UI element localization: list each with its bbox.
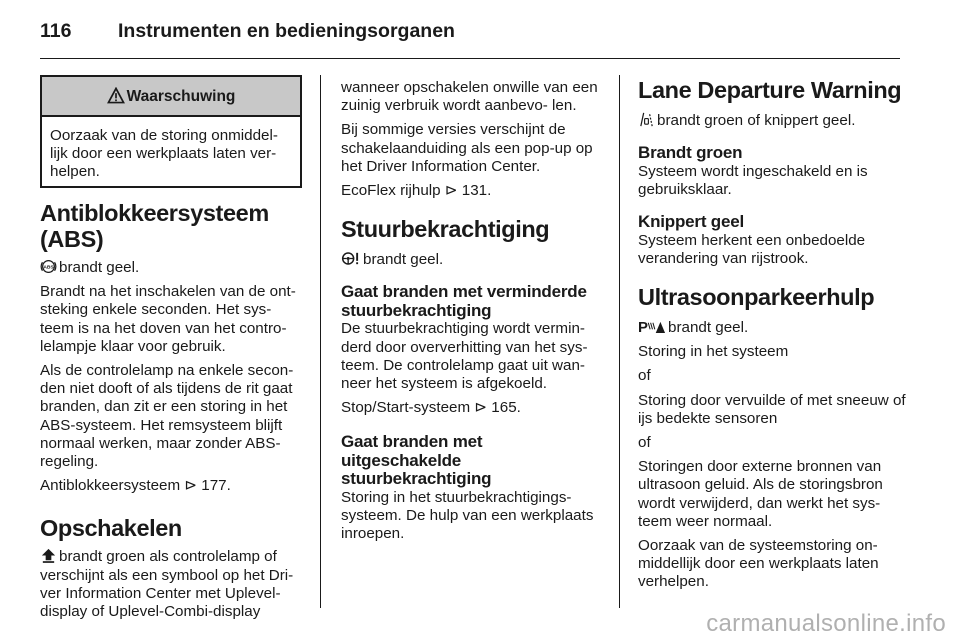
svg-text:P: P — [638, 319, 648, 336]
blink-text: Systeem herkent een onbedoelde verandering van rijstrook. — [638, 231, 866, 267]
abs-paragraph: Brandt na het inschakelen van de ont- steking enkele seconden. Het sys- teem is na het doven van het contro- lelampje klaar voor gebruik. — [40, 283, 296, 355]
startstop-reference[interactable]: Stop/Start-systeem ⊳ 165. — [341, 399, 521, 417]
green-text: Systeem wordt ingeschakeld en is gebruiksklaar. — [638, 162, 868, 198]
parking-status: P brandt geel. — [638, 319, 749, 337]
warning-triangle-icon — [107, 87, 125, 104]
page-header — [40, 20, 920, 44]
abs-status: ABS brandt geel. — [40, 258, 302, 277]
steering-heading: Stuurbekrachtiging — [341, 216, 550, 243]
column-divider — [619, 75, 620, 608]
parking-or: of — [638, 434, 651, 452]
column-middle — [341, 75, 603, 550]
column-divider — [320, 75, 321, 608]
parking-heading: Ultrasoonparkeerhulp — [638, 284, 875, 311]
abs-reference[interactable]: Antiblokkeersysteem ⊳ 177. — [40, 477, 231, 495]
svg-text:ABS: ABS — [43, 265, 54, 271]
shift-up-arrow-icon — [40, 547, 57, 564]
shift-paragraph: Bij sommige versies verschijnt de schakelaanduiding als een pop-up op het Driver Information Center. — [341, 121, 593, 175]
lane-departure-heading: Lane Departure Warning — [638, 77, 902, 103]
off-steering-text: Storing in het stuurbekrachtigings- systeem. De hulp van een werkplaats inroepen. — [341, 488, 594, 543]
blink-heading: Knippert geel — [638, 212, 745, 232]
page-number: 116 — [40, 20, 72, 42]
column-left — [40, 75, 302, 627]
parking-or: of — [638, 367, 651, 385]
parking-paragraph: Storing door vervuilde of met sneeuw of ijs bedekte sensoren — [638, 391, 906, 427]
warning-text: Oorzaak van de storing onmiddel- lijk door een werkplaats laten ver- helpen. — [50, 127, 278, 181]
steering-status: brandt geel. — [341, 250, 603, 269]
parking-paragraph: Oorzaak van de systeemstoring on- middellijk door een werkplaats laten verhelpen. — [638, 537, 879, 591]
off-steering-heading: Gaat branden met uitgeschakelde stuurbekrachtiging — [341, 432, 492, 489]
page-title: Instrumenten en bedieningsorganen — [118, 20, 455, 42]
warning-header — [42, 77, 300, 117]
warning-box — [40, 75, 302, 188]
reduced-steering-heading: Gaat branden met verminderde stuurbekrachtiging — [341, 282, 587, 320]
shift-continuation: wanneer opschakelen onwille van een zuinig verbruik wordt aanbevo- len. — [341, 79, 598, 115]
parking-sensor-icon — [638, 318, 666, 335]
parking-paragraph: Storingen door externe bronnen van ultrasoon geluid. Als de storingsbron wordt verwijderd, dan werkt het sys- teem weer normaal. — [638, 458, 883, 530]
header-rule — [40, 58, 900, 59]
reduced-steering-text: De stuurbekrachtiging wordt vermin- derd door oververhitting van het sys- teem. De controlelamp gaat uit wan- neer het systeem is afgekoeld. — [341, 320, 588, 393]
green-heading: Brandt groen — [638, 143, 743, 163]
steering-wheel-warning-icon — [341, 250, 361, 267]
shift-text: brandt groen als controlelamp of verschijnt als een symbool op het Dri- ver Information Center met Uplevel- display of Uplevel-Combi-display — [40, 548, 294, 621]
abs-paragraph: Als de controlelamp na enkele secon- den niet dooft of als tijdens de rit gaat branden, dan zit er een storing in het ABS-systeem. Het remsysteem blijft normaal werken, maar zonder ABS- regeling. — [40, 362, 294, 471]
column-right — [638, 75, 906, 598]
abs-warning-icon — [40, 258, 57, 275]
shift-heading: Opschakelen — [40, 515, 182, 542]
warning-title: Waarschuwing — [126, 88, 236, 105]
warning-body — [42, 117, 300, 188]
watermark: carmanualsonline.info — [706, 610, 946, 637]
lane-departure-status: brandt groen of knippert geel. — [638, 111, 906, 130]
abs-heading: Antiblokkeersysteem (ABS) — [40, 200, 269, 252]
lane-departure-icon — [638, 111, 655, 128]
ecoflex-reference[interactable]: EcoFlex rijhulp ⊳ 131. — [341, 182, 492, 200]
parking-paragraph: Storing in het systeem — [638, 343, 789, 361]
